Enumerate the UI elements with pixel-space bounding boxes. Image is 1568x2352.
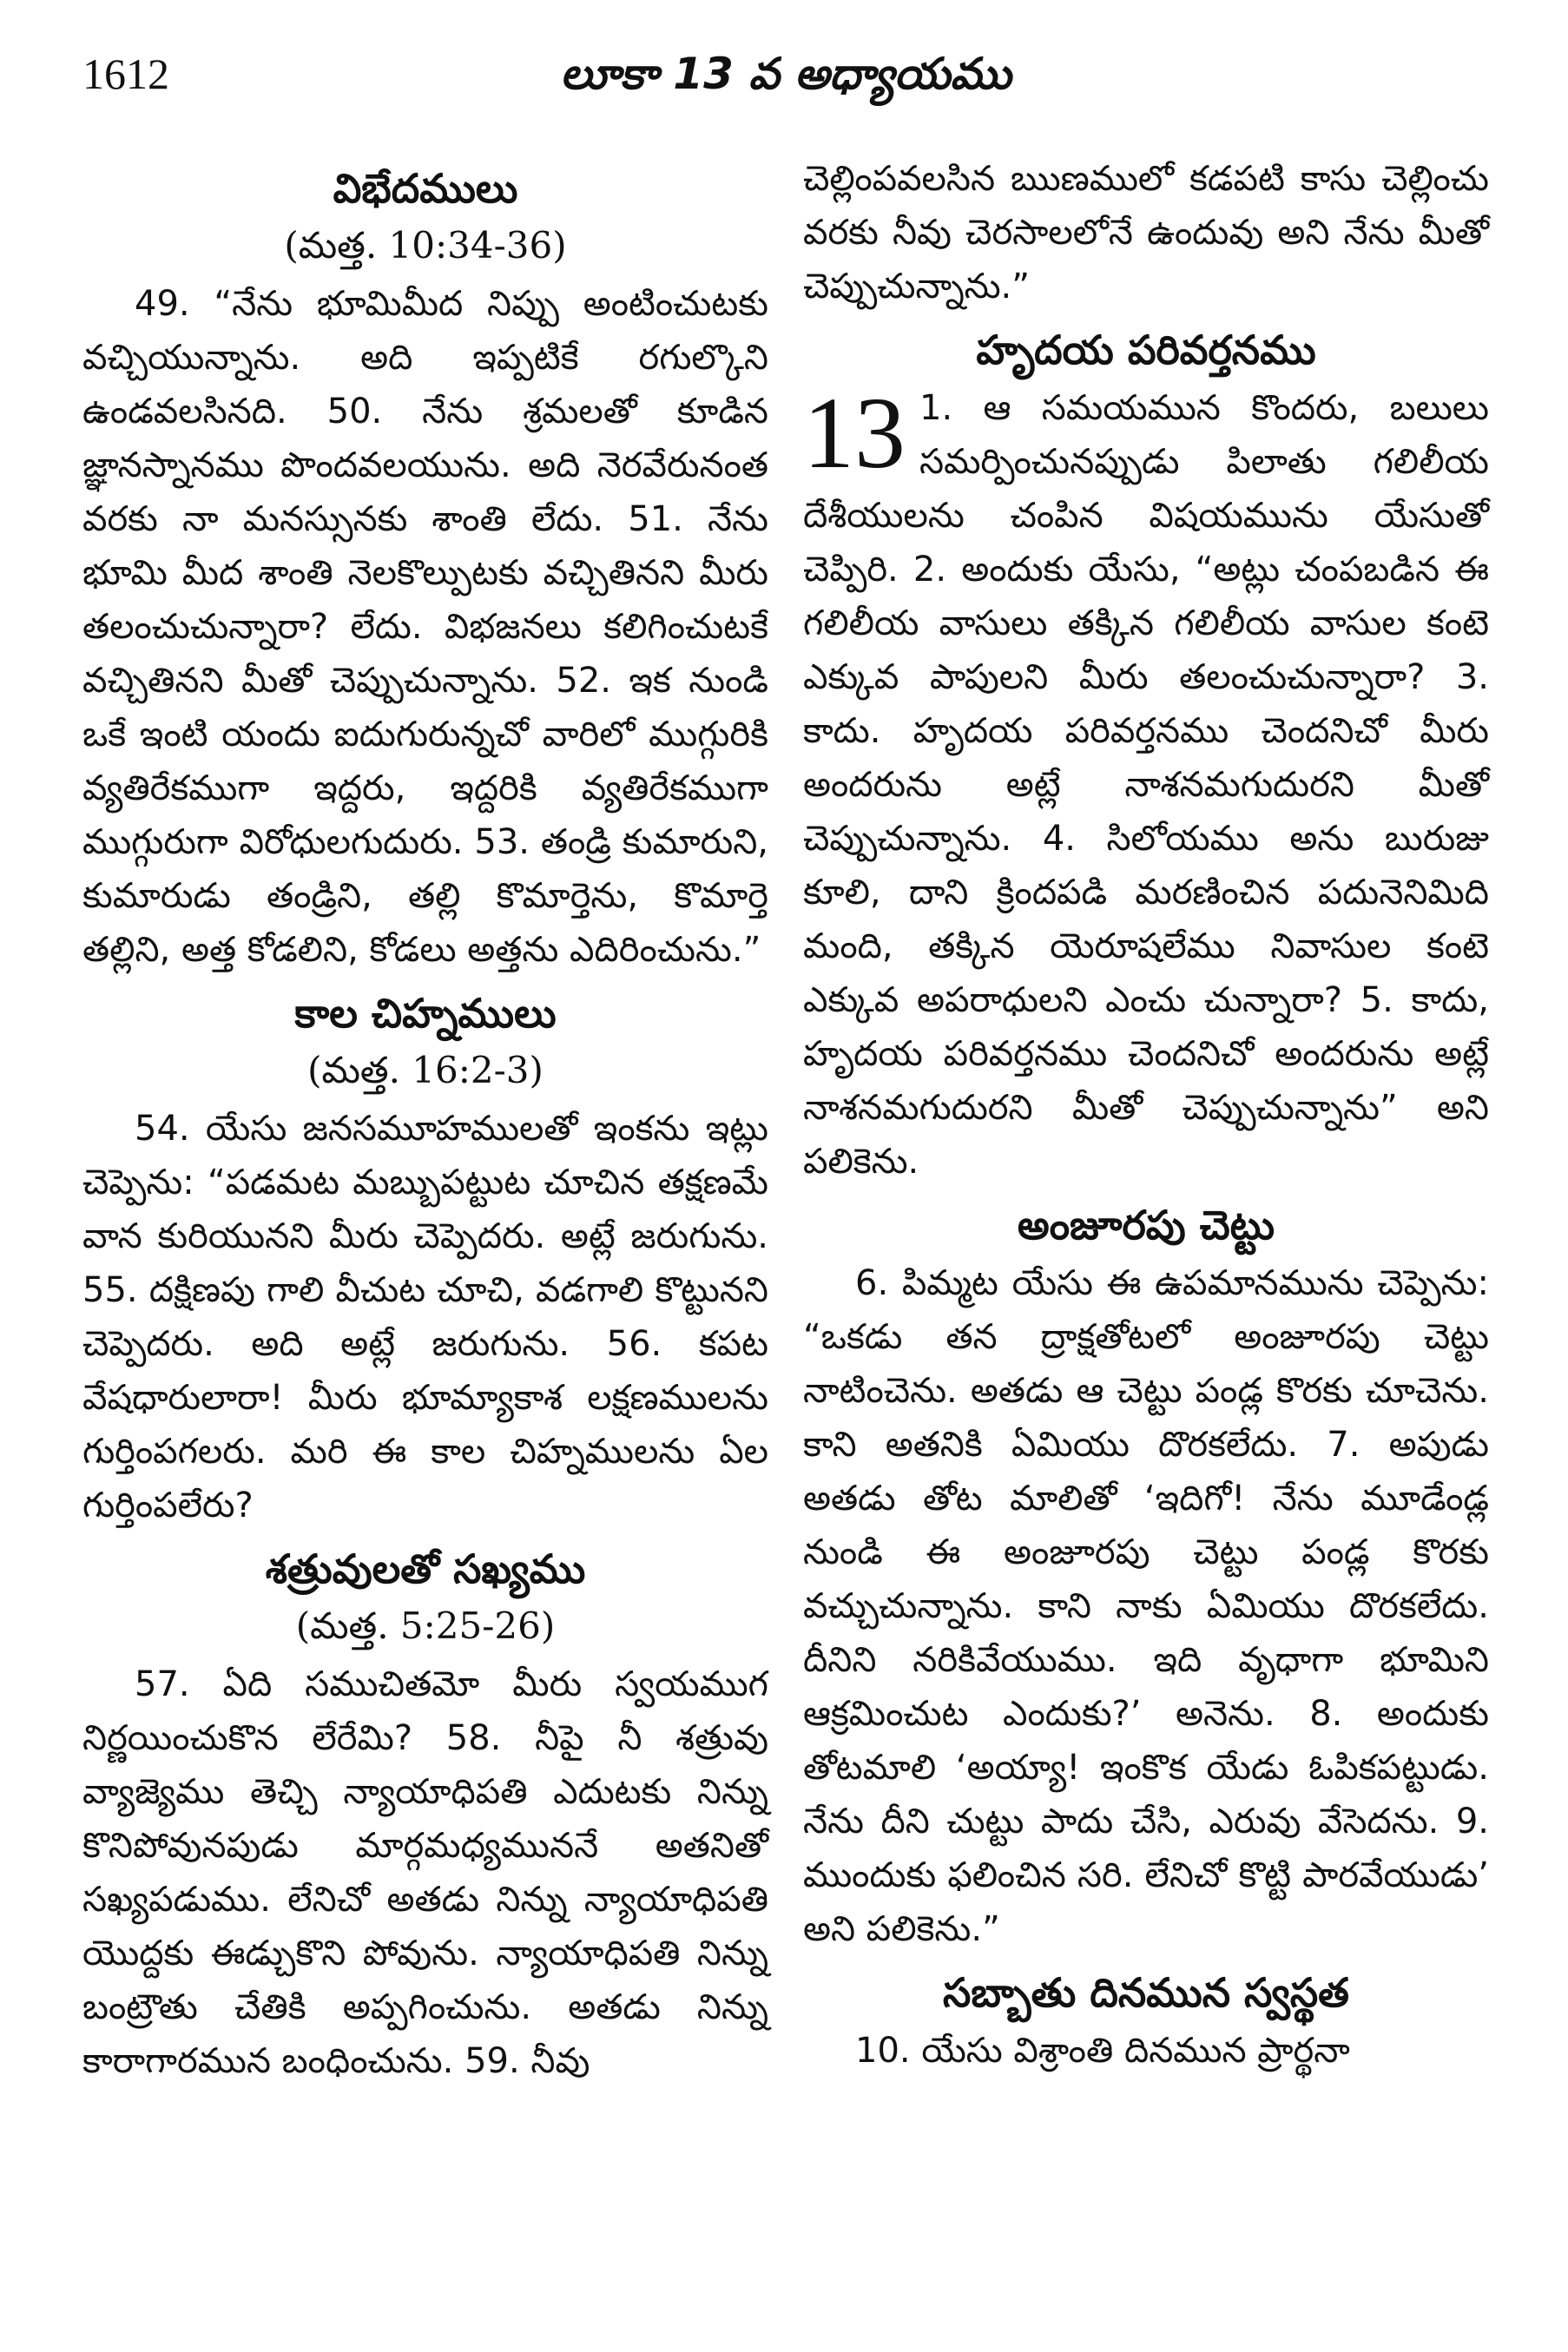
chapter-number: 13 bbox=[803, 376, 906, 490]
right-column bbox=[803, 152, 1489, 2083]
section-heading: హృదయ పరివర్తనము bbox=[976, 326, 1316, 373]
section-heading: విభేదములు bbox=[333, 165, 518, 212]
cross-reference: (మత్త. 16:2-3) bbox=[307, 1049, 544, 1091]
section-heading: కాల చిహ్నములు bbox=[294, 990, 557, 1037]
section-heading: సబ్బాతు దినమున స్వస్థత bbox=[943, 1969, 1349, 2016]
paragraph: 10. యేసు విశ్రాంతి దినమున ప్రార్థనా bbox=[855, 2031, 1350, 2071]
chapter-start bbox=[803, 376, 1489, 1189]
page-number: 1612 bbox=[82, 49, 169, 98]
paragraph: 54. యేసు జనసమూహములతో ఇంకను ఇట్లు చెప్పెను: “పడమట మబ్బుపట్టుట చూచిన తక్షణమే వాన కురియునని మీరు చెప్పెదరు. అట్లే జరుగును. 55. దక్షిణపు గాలి వీచుట చూచి, వడగాలి కొట్టునని చెప్పెదరు. అది అట్లే జరుగును. 56. కపట వేషధారులారా! మీరు భూమ్యాకాశ లక్షణములను గుర్తింపగలరు. మరి ఈ కాల చిహ్నములను ఏల గుర్తింపలేరు? bbox=[82, 1109, 768, 1525]
page-header bbox=[82, 49, 1489, 109]
paragraph: 49. “నేను భూమిమీద నిప్పు అంటించుటకు వచ్చియున్నాను. అది ఇప్పటికే రగుల్కొని ఉండవలసినది. 50. నేను శ్రమలతో కూడిన జ్ఞానస్నానము పొందవలయును. అది నెరవేరునంత వరకు నా మనస్సునకు శాంతి లేదు. 51. నేను భూమి మీద శాంతి నెలకొల్పుటకు వచ్చితినని మీరు తలంచుచున్నారా? లేదు. విభజనలు కలిగించుటకే వచ్చితినని మీతో చెప్పుచున్నాను. 52. ఇక నుండి ఒకే ఇంటి యందు ఐదుగురున్నచో వారిలో ముగ్గురికి వ్యతిరేకముగా ఇద్దరు, ఇద్దరికి వ్యతిరేకముగా ముగ్గురుగా విరోధులగుదురు. 53. తండ్రి కుమారుని, కుమారుడు తండ్రిని, తల్లి కొమార్తెను, కొమార్తె తల్లిని, అత్త కోడలిని, కోడలు అత్తను ఎదిరించును.” bbox=[82, 284, 768, 970]
paragraph: 1. ఆ సమయమున కొందరు, బలులు సమర్పించునప్పుడు పిలాతు గలిలీయ దేశీయులను చంపిన విషయమును యేసుతో చెప్పిరి. 2. అందుకు యేసు, “అట్లు చంపబడిన ఈ గలిలీయ వాసులు తక్కిన గలిలీయ వాసుల కంటె ఎక్కువ పాపులని మీరు తలంచుచున్నారా? 3. కాదు. హృదయ పరివర్తనము చెందనిచో మీరు అందరును అట్లే నాశనమగుదురని మీతో చెప్పుచున్నాను. 4. సిలోయము అను బురుజు కూలి, దాని క్రిందపడి మరణించిన పదునెనిమిది మంది, తక్కిన యెరూషలేము నివాసుల కంటె ఎక్కువ అపరాధులని ఎంచు చున్నారా? 5. కాదు, హృదయ పరివర్తనము చెందనిచో అందరును అట్లే నాశనమగుదురని మీతో చెప్పుచున్నాను” అని పలికెను. bbox=[803, 388, 1489, 1182]
section-heading: శత్రువులతో సఖ్యము bbox=[265, 1545, 586, 1592]
cross-reference: (మత్త. 5:25-26) bbox=[295, 1604, 556, 1647]
paragraph: 57. ఏది సముచితమో మీరు స్వయముగ నిర్ణయించుకొన లేరేమి? 58. నీపై నీ శత్రువు వ్యాజ్యెము తెచ్చి న్యాయాధిపతి ఎదుటకు నిన్ను కొనిపోవునపుడు మార్గమధ్యముననే అతనితో సఖ్యపడుము. లేనిచో అతడు నిన్ను న్యాయాధిపతి యొద్దకు ఈడ్చుకొని పోవును. న్యాయాధిపతి నిన్ను బంట్రౌతు చేతికి అప్పగించును. అతడు నిన్ను కారాగారమున బంధించును. 59. నీవు bbox=[82, 1664, 768, 2081]
running-title: లూకా 13 వ అధ్యాయము bbox=[560, 49, 1011, 99]
paragraph: 6. పిమ్మట యేసు ఈ ఉపమానమును చెప్పెను: “ఒకడు తన ద్రాక్షతోటలో అంజూరపు చెట్టు నాటించెను. అతడు ఆ చెట్టు పండ్ల కొరకు చూచెను. కాని అతనికి ఏమియు దొరకలేదు. 7. అపుడు అతడు తోట మాలితో ‘ఇదిగో! నేను మూడేండ్ల నుండి ఈ అంజూరపు చెట్టు పండ్ల కొరకు వచ్చుచున్నాను. కాని నాకు ఏమియు దొరకలేదు. దీనిని నరికివేయుము. ఇది వృధాగా భూమిని ఆక్రమించుట ఎందుకు?’ అనెను. 8. అందుకు తోటమాలి ‘అయ్యా! ఇంకొక యేడు ఓపికపట్టుడు. నేను దీని చుట్టు పాదు చేసి, ఎరువు వేసెదను. 9. ముందుకు ఫలించిన సరి. లేనిచో కొట్టి పారవేయుడు’ అని పలికెను.” bbox=[803, 1263, 1489, 1949]
left-column bbox=[82, 152, 768, 2093]
cross-reference: (మత్త. 10:34-36) bbox=[284, 224, 567, 267]
paragraph: చెల్లింపవలసిన ఋణములో కడపటి కాసు చెల్లించు వరకు నీవు చెరసాలలోనే ఉందువు అని నేను మీతో చెప్పుచున్నాను.” bbox=[803, 159, 1489, 306]
section-heading: అంజూరపు చెట్టు bbox=[1017, 1202, 1275, 1248]
